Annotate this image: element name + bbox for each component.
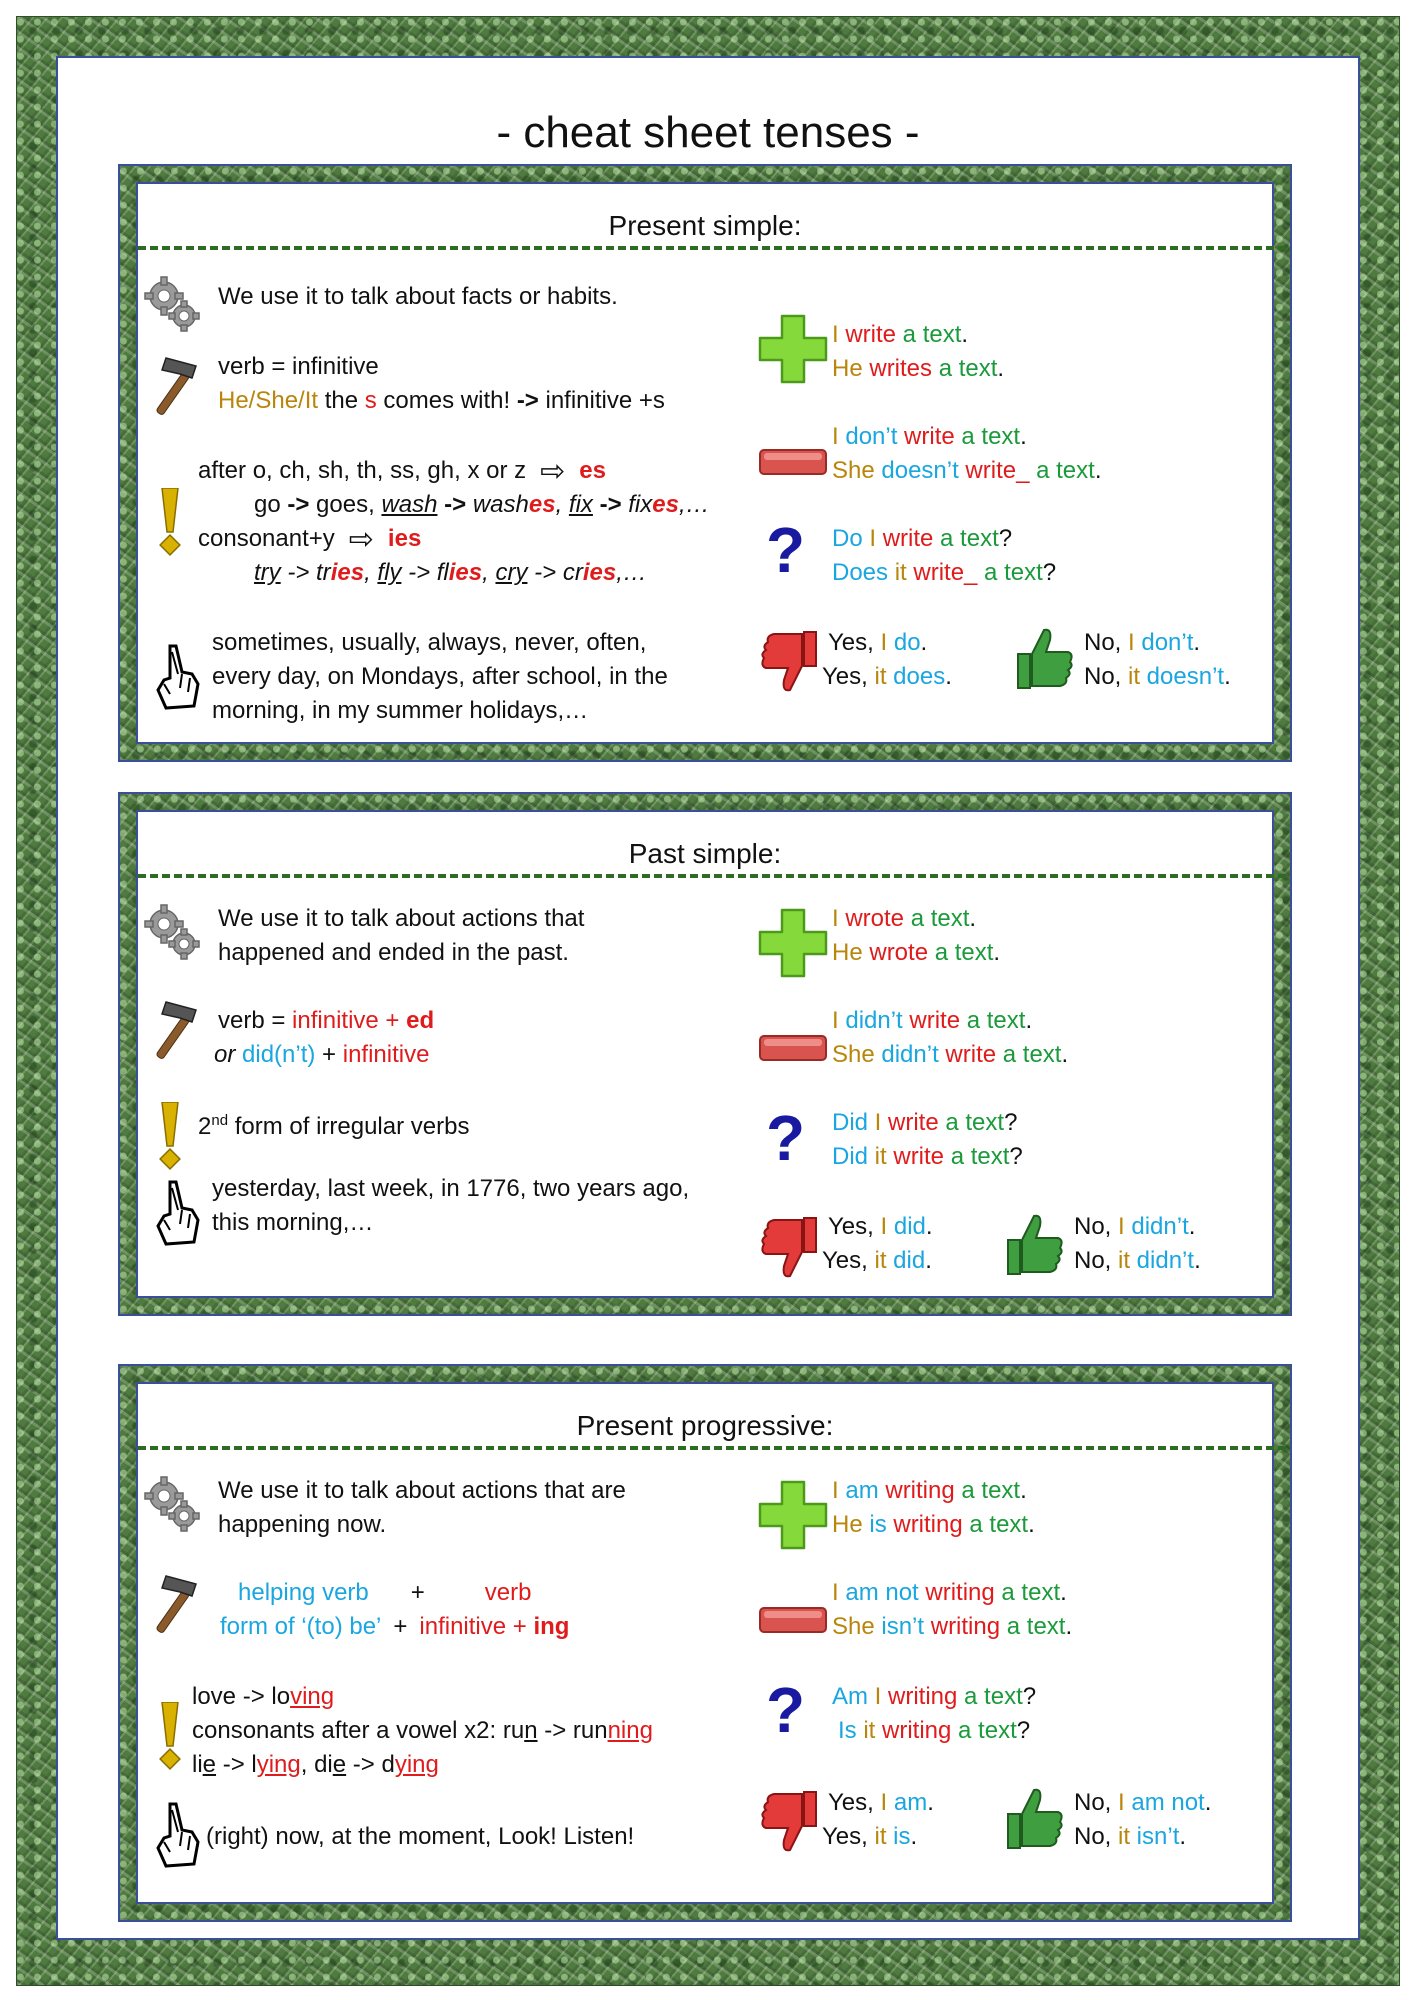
short-answer-yes-1: Yes, I am. (828, 1789, 934, 1816)
pointing-hand-icon (148, 644, 204, 712)
short-answer-no-1: No, I don’t. (1084, 629, 1201, 656)
positive-1: I write a text. (832, 321, 969, 348)
section-panel (136, 1382, 1274, 1904)
question-1: Am I writing a text? (832, 1683, 1037, 1710)
negative-2: She doesn’t write_ a text. (832, 457, 1102, 484)
usage-text-1: We use it to talk about actions that are (218, 1477, 626, 1504)
dashed-divider (138, 246, 1286, 250)
section-title: Past simple: (628, 838, 782, 869)
pointing-hand-icon (148, 1802, 204, 1870)
short-answer-no-1: No, I didn’t. (1074, 1213, 1196, 1240)
signal-words-2: every day, on Mondays, after school, in the (212, 663, 668, 690)
positive-1: I am writing a text. (832, 1477, 1027, 1504)
usage-text-2: happened and ended in the past. (218, 939, 569, 966)
short-answer-yes-2: Yes, it does. (822, 663, 952, 690)
page-title: - cheat sheet tenses - (496, 108, 920, 157)
positive-2: He writes a text. (832, 355, 1005, 382)
question-2: Is it writing a text? (838, 1717, 1031, 1744)
form-line-2: or did(n’t) + infinitive (214, 1041, 430, 1068)
question-icon (766, 520, 816, 584)
thumbs-up-icon (1000, 1210, 1068, 1282)
dashed-divider (138, 874, 1286, 878)
exclamation-icon (156, 488, 186, 560)
rule-ies-examples: try -> tries, fly -> flies, cry -> cries,… (254, 559, 647, 586)
short-answer-yes-1: Yes, I do. (828, 629, 928, 656)
negative-1: I don’t write a text. (832, 423, 1027, 450)
thumbs-down-icon (756, 1784, 824, 1856)
rule-es-examples: go -> goes, wash -> washes, fix -> fixes,… (254, 491, 710, 518)
thumbs-down-icon (756, 1210, 824, 1282)
minus-icon (758, 1034, 830, 1064)
positive-1: I wrote a text. (832, 905, 977, 932)
question-2: Does it write_ a text? (832, 559, 1057, 586)
gear-icon (144, 904, 204, 964)
question-1: Did I write a text? (832, 1109, 1018, 1136)
positive-2: He wrote a text. (832, 939, 1001, 966)
exclamation-icon (156, 1702, 186, 1774)
question-2: Did it write a text? (832, 1143, 1023, 1170)
negative-1: I am not writing a text. (832, 1579, 1067, 1606)
arrow-right-icon: ⇨ (348, 522, 374, 556)
question-1: Do I write a text? (832, 525, 1013, 552)
short-answer-no-2: No, it doesn’t. (1084, 663, 1231, 690)
spelling-rule-1: love -> loving (192, 1683, 335, 1710)
signal-words-1: yesterday, last week, in 1776, two years ago, (212, 1175, 690, 1202)
section-past-simple (118, 792, 1292, 1316)
form-line-1: verb = infinitive (218, 353, 379, 380)
thumbs-down-icon (756, 624, 824, 696)
plus-icon (758, 1480, 830, 1552)
plus-icon (758, 908, 830, 980)
thumbs-up-icon (1000, 1784, 1068, 1856)
negative-2: She didn’t write a text. (832, 1041, 1069, 1068)
short-answer-yes-1: Yes, I did. (828, 1213, 933, 1240)
question-icon (766, 1108, 816, 1172)
pointing-hand-icon (148, 1180, 204, 1248)
cheat-sheet-page (56, 56, 1360, 1940)
form-line-1: verb = infinitive + ed (218, 1007, 435, 1034)
usage-text: We use it to talk about facts or habits. (218, 283, 618, 310)
dashed-divider (138, 1446, 1286, 1450)
form-to-be: form of ‘(to) be’ + infinitive + ing (220, 1613, 570, 1640)
short-answer-yes-2: Yes, it did. (822, 1247, 932, 1274)
minus-icon (758, 1606, 830, 1636)
gear-icon (144, 1476, 204, 1536)
negative-2: She isn’t writing a text. (832, 1613, 1073, 1640)
exclamation-icon (156, 1102, 186, 1174)
section-title: Present simple: (608, 210, 802, 241)
minus-icon (758, 448, 830, 478)
short-answer-no-2: No, it didn’t. (1074, 1247, 1201, 1274)
short-answer-yes-2: Yes, it is. (822, 1823, 918, 1850)
section-present-simple (118, 164, 1292, 762)
positive-2: He is writing a text. (832, 1511, 1035, 1538)
signal-words-2: this morning,… (212, 1209, 374, 1236)
spelling-rule-2: consonants after a vowel x2: run -> running (192, 1717, 653, 1744)
usage-text-1: We use it to talk about actions that (218, 905, 585, 932)
negative-1: I didn’t write a text. (832, 1007, 1033, 1034)
section-panel (136, 182, 1274, 744)
question-icon (766, 1680, 816, 1744)
hammer-icon (146, 996, 210, 1066)
section-title: Present progressive: (576, 1410, 834, 1441)
gear-icon (144, 276, 204, 336)
thumbs-up-icon (1010, 624, 1078, 696)
form-line-2: He/She/It the s comes with! -> infinitive +s (218, 387, 665, 414)
short-answer-no-2: No, it isn’t. (1074, 1823, 1187, 1850)
signal-words-1: sometimes, usually, always, never, often, (212, 629, 647, 656)
rule-es: after o, ch, sh, th, ss, gh, x or z ⇨ es (198, 454, 606, 488)
hammer-icon (146, 1570, 210, 1640)
section-panel (136, 810, 1274, 1298)
plus-icon (758, 314, 830, 386)
signal-words-3: morning, in my summer holidays,… (212, 697, 589, 724)
irregular-rule: 2nd form of irregular verbs (198, 1112, 470, 1140)
signal-words: (right) now, at the moment, Look! Listen! (206, 1823, 635, 1850)
form-helping-verb: helping verb + verb (238, 1579, 532, 1606)
hammer-icon (146, 352, 210, 422)
usage-text-2: happening now. (218, 1511, 387, 1538)
section-present-progressive (118, 1364, 1292, 1922)
short-answer-no-1: No, I am not. (1074, 1789, 1212, 1816)
rule-ies: consonant+y ⇨ ies (198, 522, 422, 556)
arrow-right-icon: ⇨ (540, 454, 566, 488)
spelling-rule-3: lie -> lying, die -> dying (192, 1751, 439, 1778)
